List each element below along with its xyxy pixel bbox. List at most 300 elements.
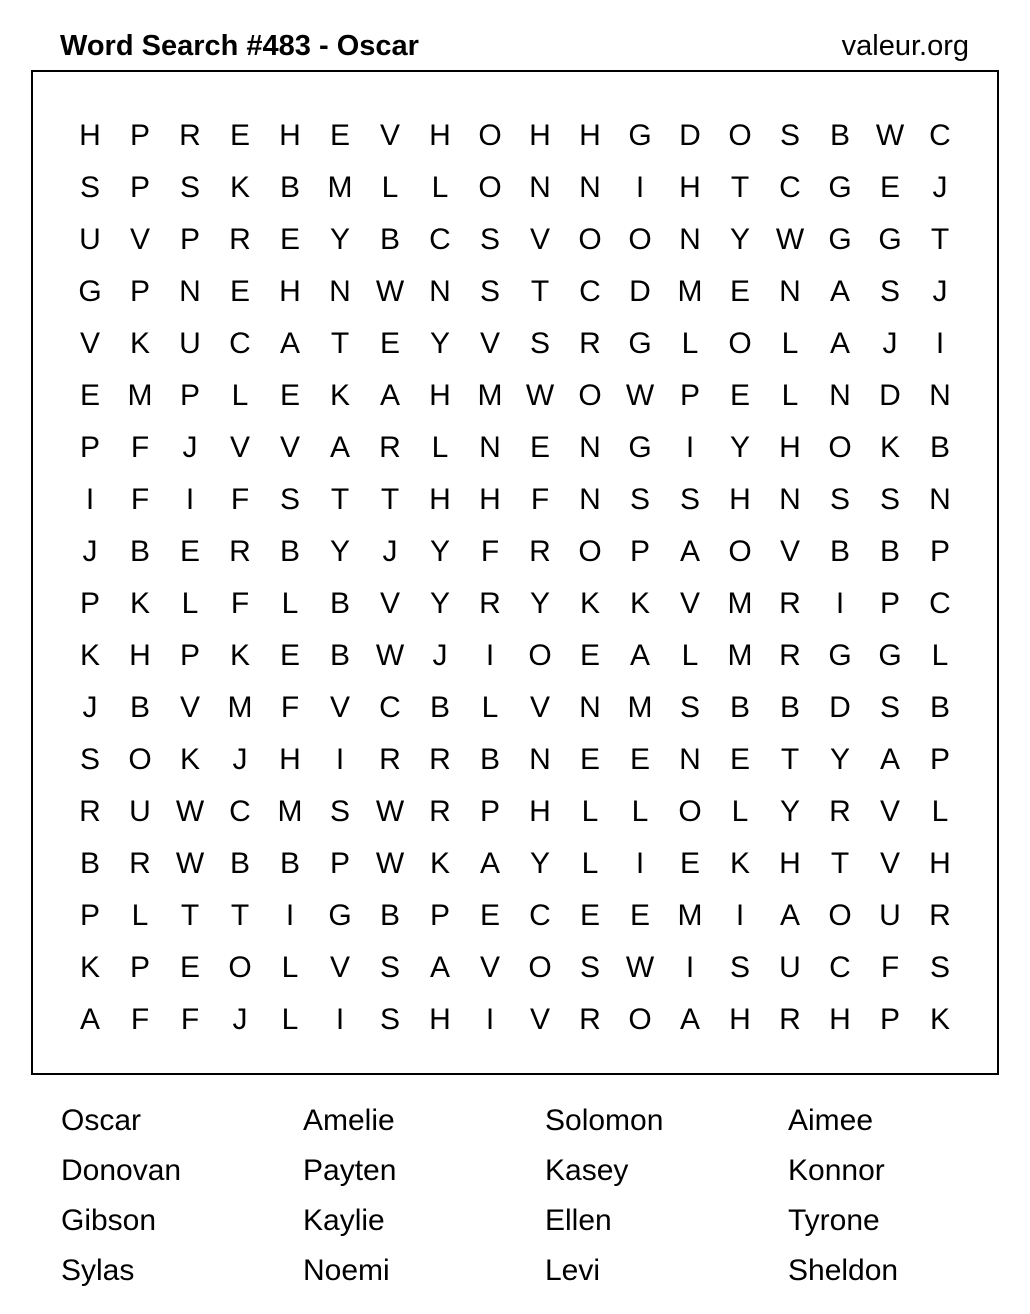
- grid-letter: E: [229, 119, 250, 152]
- grid-letter: Y: [779, 795, 800, 828]
- grid-letter: A: [679, 1003, 700, 1036]
- grid-letter: P: [879, 1003, 900, 1036]
- grid-letter: H: [729, 1003, 751, 1036]
- grid-letter: E: [729, 743, 750, 776]
- grid-letter: K: [179, 743, 200, 776]
- grid-letter: E: [629, 899, 650, 932]
- grid-letter: J: [432, 639, 448, 672]
- grid-letter: N: [929, 379, 951, 412]
- grid-letter: A: [329, 431, 350, 464]
- word-list-item: Aimee: [788, 1104, 874, 1137]
- grid-letter: V: [79, 327, 100, 360]
- grid-letter: E: [579, 743, 600, 776]
- grid-letter: P: [129, 171, 150, 204]
- grid-letter: N: [679, 743, 701, 776]
- grid-letter: I: [335, 1003, 345, 1036]
- grid-letter: Y: [329, 535, 350, 568]
- grid-letter: W: [175, 795, 205, 828]
- grid-letter: O: [828, 431, 852, 464]
- grid-letter: D: [679, 119, 701, 152]
- grid-letter: E: [379, 327, 400, 360]
- grid-letter: S: [629, 483, 650, 516]
- grid-letter: S: [579, 951, 600, 984]
- grid-letter: K: [879, 431, 900, 464]
- grid-letter: O: [578, 223, 602, 256]
- grid-letter: O: [728, 535, 752, 568]
- grid-letter: T: [930, 223, 950, 256]
- grid-letter: P: [929, 743, 950, 776]
- grid-letter: L: [781, 327, 799, 360]
- grid-letter: V: [229, 431, 250, 464]
- grid-letter: H: [429, 379, 451, 412]
- grid-letter: F: [230, 587, 250, 620]
- grid-letter: W: [175, 847, 205, 880]
- grid-letter: S: [679, 483, 700, 516]
- grid-letter: I: [485, 639, 495, 672]
- grid-letter: G: [828, 171, 852, 204]
- grid-letter: R: [379, 743, 401, 776]
- grid-letter: D: [829, 691, 851, 724]
- grid-letter: V: [529, 691, 550, 724]
- grid-letter: L: [431, 431, 449, 464]
- grid-letter: N: [329, 275, 351, 308]
- grid-letter: H: [929, 847, 951, 880]
- grid-letter: G: [878, 223, 902, 256]
- grid-letter: G: [628, 431, 652, 464]
- grid-letter: R: [579, 1003, 601, 1036]
- grid-letter: P: [79, 431, 100, 464]
- grid-letter: S: [79, 743, 100, 776]
- grid-letter: P: [179, 379, 200, 412]
- grid-letter: H: [679, 171, 701, 204]
- grid-letter: I: [735, 899, 745, 932]
- grid-letter: G: [628, 327, 652, 360]
- grid-letter: O: [528, 639, 552, 672]
- grid-letter: H: [729, 483, 751, 516]
- grid-letter: I: [485, 1003, 495, 1036]
- grid-letter: F: [480, 535, 500, 568]
- grid-letter: B: [279, 535, 300, 568]
- grid-letter: A: [779, 899, 800, 932]
- grid-letter: C: [779, 171, 801, 204]
- word-list-item: Sheldon: [788, 1254, 899, 1287]
- grid-letter: B: [779, 691, 800, 724]
- grid-letter: H: [429, 119, 451, 152]
- grid-letter: O: [478, 119, 502, 152]
- grid-letter: H: [279, 119, 301, 152]
- grid-letter: H: [529, 795, 551, 828]
- grid-letter: K: [229, 171, 250, 204]
- grid-letter: N: [179, 275, 201, 308]
- grid-letter: R: [429, 743, 451, 776]
- grid-letter: P: [179, 223, 200, 256]
- grid-letter: B: [929, 431, 950, 464]
- grid-letter: J: [932, 171, 948, 204]
- grid-letter: C: [229, 327, 251, 360]
- grid-letter: P: [679, 379, 700, 412]
- grid-letter: W: [525, 379, 555, 412]
- grid-letter: I: [685, 431, 695, 464]
- grid-letter: D: [879, 379, 901, 412]
- grid-letter: L: [681, 327, 699, 360]
- grid-letter: J: [382, 535, 398, 568]
- grid-letter: N: [929, 483, 951, 516]
- grid-letter: A: [279, 327, 300, 360]
- word-list-item: Ellen: [545, 1204, 612, 1237]
- grid-letter: B: [129, 535, 150, 568]
- word-list-item: Solomon: [545, 1104, 664, 1137]
- grid-letter: S: [679, 691, 700, 724]
- grid-letter: O: [828, 899, 852, 932]
- grid-letter: N: [479, 431, 501, 464]
- grid-letter: G: [78, 275, 102, 308]
- grid-letter: H: [829, 1003, 851, 1036]
- grid-letter: P: [129, 951, 150, 984]
- grid-letter: H: [279, 743, 301, 776]
- grid-letter: B: [279, 847, 300, 880]
- word-list-item: Noemi: [303, 1254, 390, 1287]
- word-list-item: Levi: [545, 1254, 601, 1287]
- grid-letter: P: [79, 899, 100, 932]
- grid-letter: F: [880, 951, 900, 984]
- grid-letter: S: [179, 171, 200, 204]
- grid-letter: A: [429, 951, 450, 984]
- grid-letter: B: [329, 639, 350, 672]
- grid-letter: N: [579, 483, 601, 516]
- grid-letter: O: [678, 795, 702, 828]
- grid-letter: R: [229, 223, 251, 256]
- grid-letter: V: [779, 535, 800, 568]
- grid-letter: O: [128, 743, 152, 776]
- grid-letter: T: [830, 847, 850, 880]
- grid-letter: E: [279, 639, 300, 672]
- grid-letter: B: [379, 899, 400, 932]
- grid-letter: L: [581, 795, 599, 828]
- grid-letter: P: [129, 119, 150, 152]
- grid-letter: O: [528, 951, 552, 984]
- word-list-item: Amelie: [303, 1104, 395, 1137]
- word-list-item: Sylas: [61, 1254, 135, 1287]
- grid-letter: B: [879, 535, 900, 568]
- grid-letter: R: [579, 327, 601, 360]
- grid-letter: R: [479, 587, 501, 620]
- grid-letter: M: [677, 275, 703, 308]
- word-list-item: Kaylie: [303, 1204, 385, 1237]
- grid-letter: F: [130, 1003, 150, 1036]
- grid-letter: Y: [429, 587, 450, 620]
- grid-letter: R: [529, 535, 551, 568]
- grid-letter: S: [729, 951, 750, 984]
- word-list-item: Konnor: [788, 1154, 885, 1187]
- grid-letter: E: [279, 223, 300, 256]
- grid-letter: O: [228, 951, 252, 984]
- grid-letter: M: [677, 899, 703, 932]
- grid-letter: H: [529, 119, 551, 152]
- grid-letter: V: [879, 795, 900, 828]
- grid-letter: R: [179, 119, 201, 152]
- grid-letter: U: [179, 327, 201, 360]
- grid-letter: Y: [429, 327, 450, 360]
- grid-letter: K: [79, 639, 100, 672]
- grid-letter: A: [679, 535, 700, 568]
- grid-letter: O: [478, 171, 502, 204]
- grid-letter: R: [829, 795, 851, 828]
- grid-letter: W: [375, 639, 405, 672]
- grid-letter: S: [879, 691, 900, 724]
- grid-letter: G: [328, 899, 352, 932]
- site-name: valeur.org: [841, 30, 969, 62]
- grid-letter: I: [935, 327, 945, 360]
- word-list-item: Donovan: [61, 1154, 182, 1187]
- grid-letter: C: [929, 119, 951, 152]
- grid-letter: T: [180, 899, 200, 932]
- grid-letter: S: [479, 275, 500, 308]
- grid-letter: K: [79, 951, 100, 984]
- grid-letter: W: [625, 951, 655, 984]
- grid-letter: N: [829, 379, 851, 412]
- grid-letter: I: [635, 847, 645, 880]
- grid-letter: J: [182, 431, 198, 464]
- grid-letter: O: [628, 1003, 652, 1036]
- grid-letter: L: [681, 639, 699, 672]
- grid-letter: E: [329, 119, 350, 152]
- grid-letter: J: [932, 275, 948, 308]
- grid-letter: I: [85, 483, 95, 516]
- grid-letter: J: [232, 1003, 248, 1036]
- grid-letter: S: [829, 483, 850, 516]
- grid-letter: Y: [729, 431, 750, 464]
- grid-letter: P: [629, 535, 650, 568]
- grid-letter: R: [779, 587, 801, 620]
- puzzle-title: Word Search #483 - Oscar: [60, 30, 419, 62]
- grid-letter: G: [878, 639, 902, 672]
- grid-letter: U: [779, 951, 801, 984]
- grid-letter: P: [329, 847, 350, 880]
- grid-letter: K: [429, 847, 450, 880]
- grid-letter: T: [530, 275, 550, 308]
- grid-letter: H: [279, 275, 301, 308]
- grid-letter: L: [631, 795, 649, 828]
- grid-letter: L: [231, 379, 249, 412]
- grid-letter: K: [229, 639, 250, 672]
- grid-letter: T: [230, 899, 250, 932]
- grid-letter: W: [375, 847, 405, 880]
- grid-letter: A: [629, 639, 650, 672]
- grid-letter: R: [379, 431, 401, 464]
- grid-letter: O: [578, 535, 602, 568]
- grid-letter: B: [729, 691, 750, 724]
- grid-letter: N: [679, 223, 701, 256]
- grid-letter: S: [779, 119, 800, 152]
- grid-letter: K: [129, 587, 150, 620]
- grid-letter: L: [381, 171, 399, 204]
- grid-letter: F: [180, 1003, 200, 1036]
- grid-letter: Y: [429, 535, 450, 568]
- grid-letter: C: [229, 795, 251, 828]
- grid-letter: L: [181, 587, 199, 620]
- grid-letter: A: [829, 327, 850, 360]
- grid-letter: B: [829, 535, 850, 568]
- grid-letter: N: [579, 691, 601, 724]
- grid-letter: C: [379, 691, 401, 724]
- grid-letter: B: [229, 847, 250, 880]
- grid-letter: B: [929, 691, 950, 724]
- grid-letter: B: [379, 223, 400, 256]
- grid-letter: M: [327, 171, 353, 204]
- grid-letter: R: [229, 535, 251, 568]
- grid-letter: M: [727, 639, 753, 672]
- grid-letter: K: [579, 587, 600, 620]
- grid-letter: B: [279, 171, 300, 204]
- grid-letter: H: [779, 847, 801, 880]
- grid-letter: O: [578, 379, 602, 412]
- grid-letter: V: [179, 691, 200, 724]
- header: [60, 26, 969, 66]
- grid-letter: F: [130, 431, 150, 464]
- grid-letter: S: [479, 223, 500, 256]
- grid-letter: A: [829, 275, 850, 308]
- grid-letter: Y: [729, 223, 750, 256]
- grid-letter: V: [529, 223, 550, 256]
- grid-letter: P: [79, 587, 100, 620]
- grid-letter: W: [625, 379, 655, 412]
- grid-letter: E: [179, 951, 200, 984]
- grid-letter: O: [628, 223, 652, 256]
- grid-letter: E: [79, 379, 100, 412]
- grid-letter: O: [728, 119, 752, 152]
- grid-letter: N: [779, 275, 801, 308]
- letter-grid-frame: [31, 70, 999, 1075]
- word-list-item: Kasey: [545, 1154, 629, 1187]
- grid-letter: N: [429, 275, 451, 308]
- grid-letter: V: [129, 223, 150, 256]
- grid-letter: L: [281, 1003, 299, 1036]
- word-list-item: Payten: [303, 1154, 397, 1187]
- grid-letter: U: [879, 899, 901, 932]
- grid-letter: C: [579, 275, 601, 308]
- grid-letter: F: [130, 483, 150, 516]
- grid-letter: E: [879, 171, 900, 204]
- grid-letter: V: [329, 951, 350, 984]
- grid-letter: J: [232, 743, 248, 776]
- grid-letter: O: [728, 327, 752, 360]
- grid-letter: Y: [829, 743, 850, 776]
- grid-letter: N: [579, 431, 601, 464]
- grid-letter: V: [479, 327, 500, 360]
- grid-letter: V: [479, 951, 500, 984]
- grid-letter: V: [879, 847, 900, 880]
- grid-letter: R: [129, 847, 151, 880]
- grid-letter: T: [330, 483, 350, 516]
- grid-letter: E: [729, 275, 750, 308]
- grid-letter: N: [779, 483, 801, 516]
- grid-letter: I: [185, 483, 195, 516]
- grid-letter: L: [481, 691, 499, 724]
- grid-letter: E: [529, 431, 550, 464]
- grid-letter: F: [230, 483, 250, 516]
- grid-letter: U: [79, 223, 101, 256]
- grid-letter: B: [329, 587, 350, 620]
- grid-letter: L: [281, 951, 299, 984]
- grid-letter: K: [929, 1003, 950, 1036]
- grid-letter: S: [279, 483, 300, 516]
- grid-letter: J: [82, 535, 98, 568]
- grid-letter: M: [227, 691, 253, 724]
- grid-letter: M: [727, 587, 753, 620]
- grid-letter: H: [479, 483, 501, 516]
- grid-letter: G: [628, 119, 652, 152]
- grid-letter: I: [685, 951, 695, 984]
- grid-letter: F: [280, 691, 300, 724]
- grid-letter: F: [530, 483, 550, 516]
- grid-letter: K: [629, 587, 650, 620]
- grid-letter: P: [129, 275, 150, 308]
- word-list-item: Oscar: [61, 1104, 142, 1137]
- grid-letter: T: [780, 743, 800, 776]
- grid-letter: V: [379, 587, 400, 620]
- grid-letter: K: [129, 327, 150, 360]
- grid-letter: B: [79, 847, 100, 880]
- grid-letter: H: [129, 639, 151, 672]
- grid-letter: K: [329, 379, 350, 412]
- grid-letter: S: [379, 951, 400, 984]
- grid-letter: C: [429, 223, 451, 256]
- grid-letter: V: [679, 587, 700, 620]
- grid-letter: R: [429, 795, 451, 828]
- grid-letter: L: [131, 899, 149, 932]
- grid-letter: T: [730, 171, 750, 204]
- grid-letter: W: [375, 795, 405, 828]
- grid-letter: P: [179, 639, 200, 672]
- grid-letter: I: [285, 899, 295, 932]
- grid-letter: S: [379, 1003, 400, 1036]
- grid-letter: K: [729, 847, 750, 880]
- grid-letter: U: [129, 795, 151, 828]
- grid-letter: N: [579, 171, 601, 204]
- grid-letter: C: [829, 951, 851, 984]
- grid-letter: Y: [529, 587, 550, 620]
- grid-letter: E: [629, 743, 650, 776]
- grid-letter: A: [879, 743, 900, 776]
- grid-letter: V: [279, 431, 300, 464]
- word-list-item: Gibson: [61, 1204, 157, 1237]
- grid-letter: B: [829, 119, 850, 152]
- grid-letter: Y: [529, 847, 550, 880]
- grid-letter: E: [579, 899, 600, 932]
- grid-letter: L: [731, 795, 749, 828]
- grid-letter: R: [929, 899, 951, 932]
- grid-letter: L: [931, 639, 949, 672]
- grid-letter: I: [835, 587, 845, 620]
- grid-letter: E: [729, 379, 750, 412]
- grid-letter: W: [375, 275, 405, 308]
- grid-letter: E: [579, 639, 600, 672]
- grid-letter: R: [779, 1003, 801, 1036]
- grid-letter: I: [635, 171, 645, 204]
- grid-letter: P: [879, 587, 900, 620]
- grid-letter: S: [879, 275, 900, 308]
- grid-letter: H: [429, 483, 451, 516]
- grid-letter: B: [479, 743, 500, 776]
- grid-letter: J: [882, 327, 898, 360]
- grid-letter: L: [931, 795, 949, 828]
- grid-letter: E: [179, 535, 200, 568]
- grid-letter: V: [379, 119, 400, 152]
- grid-letter: P: [429, 899, 450, 932]
- grid-letter: S: [329, 795, 350, 828]
- grid-letter: M: [277, 795, 303, 828]
- grid-letter: L: [281, 587, 299, 620]
